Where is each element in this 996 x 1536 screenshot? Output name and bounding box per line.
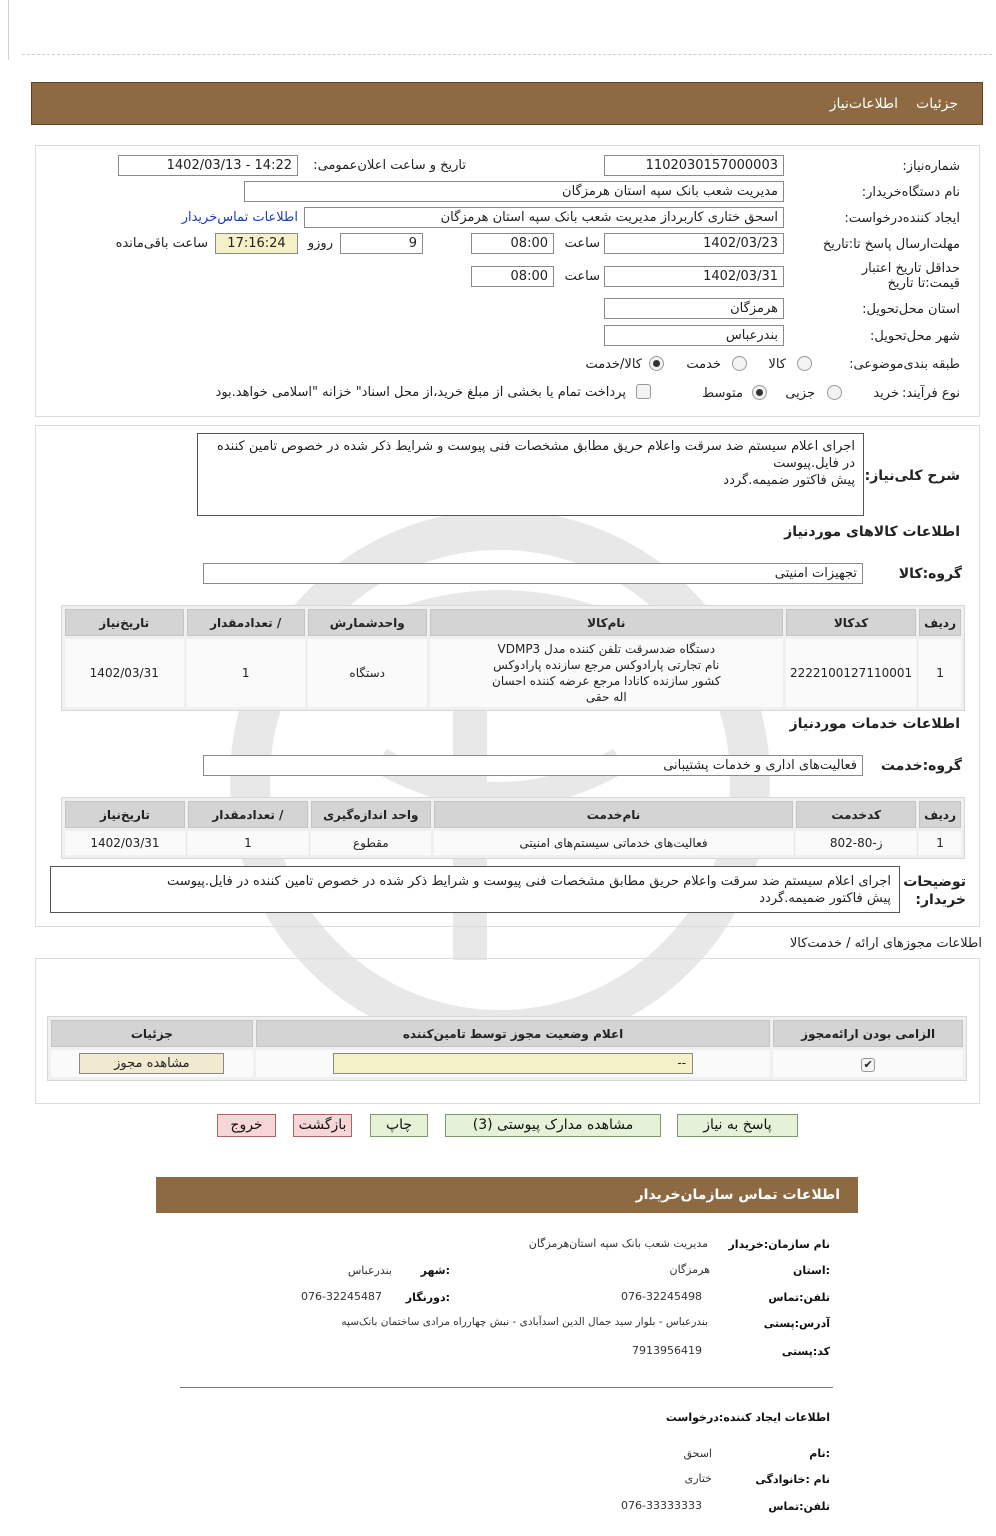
validity-date-field: 1402/03/31 xyxy=(604,266,784,287)
contact-province-value: هرمزگان xyxy=(669,1263,710,1276)
category-goods-service-label: کالا/خدمت xyxy=(585,357,642,372)
view-docs-button[interactable]: مشاهده مدارک پیوستی (3) xyxy=(445,1114,661,1137)
validity-label: حداقل تاریخ اعتبار قیمت:تا تاریخ xyxy=(861,261,960,291)
category-goods-label: کالا xyxy=(768,357,786,372)
permits-col-details: جزئیات xyxy=(51,1020,253,1047)
services-col-unit: واحد اندازه‌گیری xyxy=(311,801,431,828)
contact-city-value: بندرعباس xyxy=(347,1264,392,1277)
page-edge-line xyxy=(8,0,9,60)
contact-postal-value: 7913956419 xyxy=(632,1344,702,1357)
goods-table-header xyxy=(65,609,961,636)
goods-col-unit: واحدشمارش xyxy=(308,609,427,636)
buyer-field: مدیریت شعب بانک سپه استان هرمزگان xyxy=(244,181,784,202)
category-goods-radio[interactable] xyxy=(797,356,812,371)
goods-col-name: نام‌کالا xyxy=(430,609,783,636)
announce-field: 1402/03/13 - 14:22 xyxy=(118,155,298,176)
province-field: هرمزگان xyxy=(604,298,784,319)
goods-cell-qty: 1 xyxy=(187,639,305,707)
table-row xyxy=(65,639,961,707)
contact-address-value: بندرعباس - بلوار سید جمال الدین اسدآبادی - نبش چهارراه مرادی ساختمان بانک‌سپه xyxy=(341,1316,708,1328)
contact-org-label: نام سازمان:خریدار xyxy=(728,1238,830,1251)
services-table xyxy=(61,797,965,859)
header-bar xyxy=(31,82,983,125)
goods-col-date: تاریخ‌نیاز xyxy=(65,609,184,636)
permits-cell-details xyxy=(51,1050,253,1077)
province-label: استان محل‌تحویل: xyxy=(862,302,960,317)
city-label: شهر محل‌تحویل: xyxy=(870,329,960,344)
requester-title: اطلاعات ایجاد کننده:درخواست xyxy=(665,1411,830,1424)
permits-cell-required xyxy=(773,1050,963,1077)
requester-name-value: اسحق xyxy=(683,1447,712,1460)
permits-table-header xyxy=(51,1020,963,1047)
permits-col-required: الزامی بودن ارائه‌مجوز xyxy=(773,1020,963,1047)
goods-group-label: گروه:کالا xyxy=(898,566,962,582)
category-service-label: خدمت xyxy=(686,357,721,372)
treasury-payment-checkbox[interactable] xyxy=(636,384,651,399)
creator-field: اسحق ختاری کاربرداز مدیریت شعب بانک سپه استان هرمزگان xyxy=(304,207,784,228)
tab-need-info[interactable]: اطلاعات‌نیاز xyxy=(829,95,899,112)
buyer-contact-link[interactable]: اطلاعات تماس‌خریدار xyxy=(181,210,298,225)
goods-cell-code: 2222100127110001 xyxy=(786,639,916,707)
description-box: اجرای اعلام سیستم ضد سرقت واعلام حریق مطابق مشخصات فنی پیوست و شرایط ذکر شده در خصوص تامین کننده در فایل.پیوست پیش فاکتور ضمیمه.گردد xyxy=(197,433,864,516)
reply-button[interactable]: پاسخ به نیاز xyxy=(677,1114,798,1137)
city-field: بندرعباس xyxy=(604,325,784,346)
contact-fax-label: :دورنگار xyxy=(405,1291,450,1304)
category-service-radio[interactable] xyxy=(732,356,747,371)
services-cell-qty: 1 xyxy=(188,831,308,855)
contact-postal-label: کد:پستی xyxy=(781,1345,830,1358)
deadline-label: مهلت‌ارسال پاسخ تا:تاریخ xyxy=(822,237,960,252)
process-minor-radio[interactable] xyxy=(827,385,842,400)
services-table-header xyxy=(65,801,961,828)
services-col-date: تاریخ‌نیاز xyxy=(65,801,185,828)
validity-time-field: 08:00 xyxy=(471,266,554,287)
goods-cell-row: 1 xyxy=(919,639,961,707)
print-button[interactable]: چاپ xyxy=(370,1114,428,1137)
deadline-date-field: 1402/03/23 xyxy=(604,233,784,254)
process-label: نوع فرآیند: xyxy=(902,386,960,401)
buyer-notes-label: توضیحات خریدار: xyxy=(903,874,966,908)
required-check-icon: ✔ xyxy=(861,1058,875,1072)
contact-province-label: :استان xyxy=(793,1264,830,1277)
process-purchase-label: خرید xyxy=(873,386,899,401)
services-cell-unit: مقطوع xyxy=(311,831,431,855)
category-label: طبقه بندی‌موضوعی: xyxy=(849,357,960,372)
permits-table xyxy=(47,1016,967,1081)
goods-cell-date: 1402/03/31 xyxy=(65,639,184,707)
goods-table xyxy=(61,605,965,711)
exit-button[interactable]: خروج xyxy=(217,1114,276,1137)
back-button[interactable]: بازگشت xyxy=(293,1114,352,1137)
category-goods-service-radio[interactable] xyxy=(649,356,664,371)
table-row xyxy=(51,1050,963,1077)
validity-time-label: ساعت xyxy=(564,269,600,284)
remaining-time-field: 17:16:24 xyxy=(215,233,298,254)
remaining-label: ساعت باقی‌مانده xyxy=(115,236,208,251)
requester-family-label: نام :خانوادگی xyxy=(755,1473,830,1486)
tab-details[interactable]: جزئیات xyxy=(916,95,958,112)
process-medium-radio[interactable] xyxy=(752,385,767,400)
goods-section-title: اطلاعات کالاهای موردنیاز xyxy=(784,524,960,540)
need-number-label: شماره‌نیاز: xyxy=(902,159,960,174)
treasury-payment-note: پرداخت تمام یا بخشی از مبلغ خرید،از محل اسناد" خزانه "اسلامی خواهد.بود xyxy=(215,385,626,400)
requester-family-value: ختاری xyxy=(684,1472,712,1485)
services-col-code: کدخدمت xyxy=(796,801,916,828)
announce-label: تاریخ و ساعت اعلان‌عمومی: xyxy=(313,158,466,173)
table-row xyxy=(65,831,961,855)
requester-phone-value: 076-33333333 xyxy=(621,1499,702,1512)
permit-status-field: -- xyxy=(333,1053,693,1074)
top-divider xyxy=(22,54,992,55)
services-group-field: فعالیت‌های اداری و خدمات پشتیبانی xyxy=(203,755,863,776)
days-label: روزو xyxy=(307,236,333,251)
deadline-time-label: ساعت xyxy=(564,236,600,251)
contact-section-bar: اطلاعات تماس سازمان‌خریدار xyxy=(156,1177,858,1213)
services-col-qty: / تعدادمقدار xyxy=(188,801,308,828)
deadline-time-field: 08:00 xyxy=(471,233,554,254)
buyer-label: نام دستگاه‌خریدار: xyxy=(861,185,960,200)
contact-org-value: مدیریت شعب بانک سپه استان‌هرمزگان xyxy=(528,1237,708,1250)
process-medium-label: متوسط xyxy=(702,386,743,401)
services-col-row: ردیف xyxy=(919,801,961,828)
services-group-label: گروه:خدمت xyxy=(880,758,962,774)
services-cell-name: فعالیت‌های خدماتی سیستم‌های امنیتی xyxy=(434,831,793,855)
goods-cell-name: دستگاه ضدسرقت تلفن کننده مدل VDMP3 نام تجارتی پارادوکس مرجع سازنده پارادوکس کشور سازنده کانادا مرجع عرضه کننده احسان اله حقی xyxy=(430,639,783,707)
permits-col-status: اعلام وضعیت مجوز توسط تامین‌کننده xyxy=(256,1020,771,1047)
description-label: شرح کلی‌نیاز: xyxy=(864,468,960,484)
buyer-notes-box: اجرای اعلام سیستم ضد سرقت واعلام حریق مطابق مشخصات فنی پیوست و شرایط ذکر شده در خصوص تامین کننده در فایل.پیوست پیش فاکتور ضمیمه.گردد xyxy=(50,866,900,913)
need-number-field: 1102030157000003 xyxy=(604,155,784,176)
goods-cell-unit: دستگاه xyxy=(308,639,427,707)
services-section-title: اطلاعات خدمات موردنیاز xyxy=(789,716,960,732)
creator-label: ایجاد کننده‌درخواست: xyxy=(844,211,960,226)
requester-phone-label: تلفن:تماس xyxy=(768,1500,830,1513)
view-permit-button[interactable]: مشاهده مجوز xyxy=(79,1053,224,1074)
services-cell-row: 1 xyxy=(919,831,961,855)
goods-col-row: ردیف xyxy=(919,609,961,636)
contact-fax-value: 076-32245487 xyxy=(301,1290,382,1303)
days-field: 9 xyxy=(340,233,423,254)
contact-phone-label: تلفن:تماس xyxy=(768,1291,830,1304)
goods-col-code: کدکالا xyxy=(786,609,916,636)
goods-col-qty: / تعدادمقدار xyxy=(187,609,305,636)
contact-divider xyxy=(180,1387,833,1388)
permits-cell-status xyxy=(256,1050,771,1077)
permits-title: اطلاعات مجوزهای ارائه / خدمت‌کالا xyxy=(789,936,982,951)
contact-city-label: :شهر xyxy=(420,1264,450,1277)
goods-group-field: تجهیزات امنیتی xyxy=(203,563,863,584)
services-col-name: نام‌خدمت xyxy=(434,801,793,828)
process-minor-label: جزیی xyxy=(785,386,815,401)
services-cell-code: ز-80-802 xyxy=(796,831,916,855)
services-cell-date: 1402/03/31 xyxy=(65,831,185,855)
requester-name-label: :نام xyxy=(809,1447,830,1460)
contact-phone-value: 076-32245498 xyxy=(621,1290,702,1303)
contact-address-label: آدرس:پستی xyxy=(763,1317,830,1330)
